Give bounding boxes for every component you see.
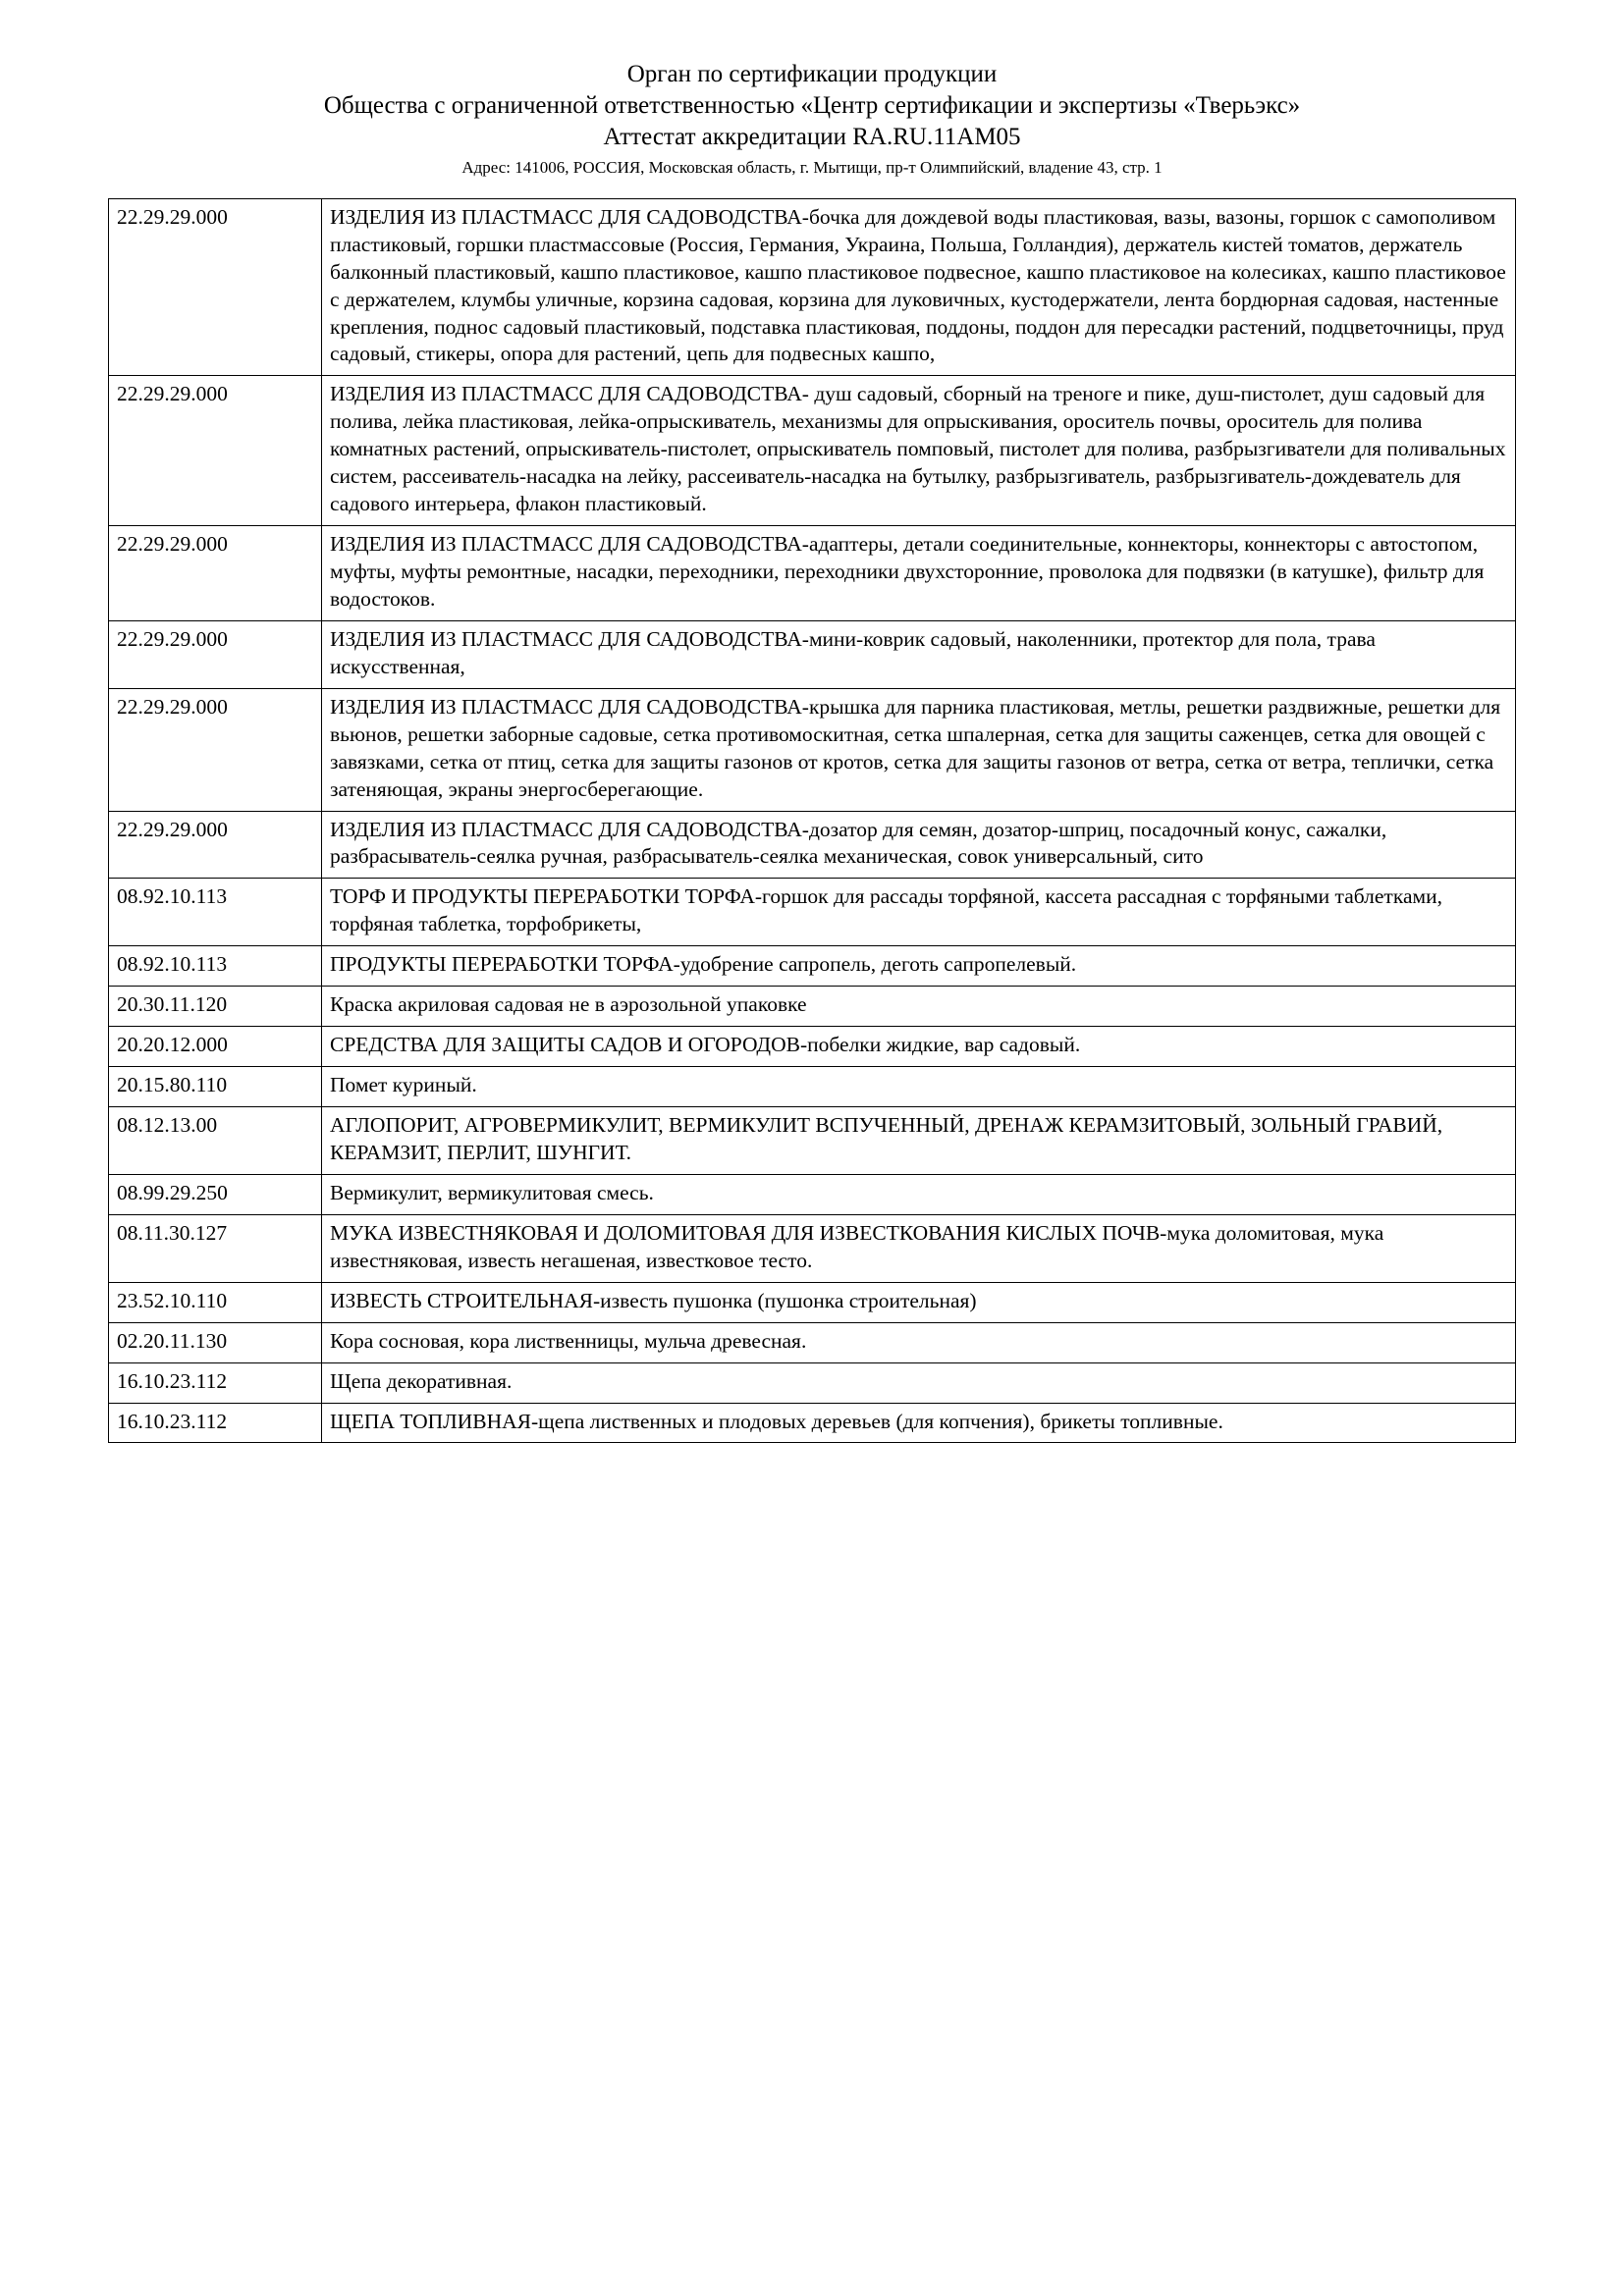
row-description: МУКА ИЗВЕСТНЯКОВАЯ И ДОЛОМИТОВАЯ ДЛЯ ИЗВЕСТКОВАНИЯ КИСЛЫХ ПОЧВ-мука доломитовая, мука известняковая, известь негашеная, известковое тесто.: [322, 1214, 1516, 1282]
row-code: 22.29.29.000: [109, 376, 322, 526]
row-description: ИЗДЕЛИЯ ИЗ ПЛАСТМАСС ДЛЯ САДОВОДСТВА-дозатор для семян, дозатор-шприц, посадочный конус, сажалки, разбрасыватель-сеялка ручная, разбрасыватель-сеялка механическая, совок универсальный, сито: [322, 811, 1516, 879]
table-row: [109, 1403, 1516, 1443]
row-description: ТОРФ И ПРОДУКТЫ ПЕРЕРАБОТКИ ТОРФА-горшок для рассады торфяной, кассета рассадная с торфяными таблетками, торфяная таблетка, торфобрикеты,: [322, 879, 1516, 946]
row-code: 22.29.29.000: [109, 198, 322, 376]
row-code: 16.10.23.112: [109, 1362, 322, 1403]
row-code: 02.20.11.130: [109, 1322, 322, 1362]
table-row: [109, 1027, 1516, 1067]
row-code: 08.12.13.00: [109, 1107, 322, 1175]
table-row: [109, 198, 1516, 376]
row-description: АГЛОПОРИТ, АГРОВЕРМИКУЛИТ, ВЕРМИКУЛИТ ВСПУЧЕННЫЙ, ДРЕНАЖ КЕРАМЗИТОВЫЙ, ЗОЛЬНЫЙ ГРАВИЙ, КЕРАМЗИТ, ПЕРЛИТ, ШУНГИТ.: [322, 1107, 1516, 1175]
row-description: Щепа декоративная.: [322, 1362, 1516, 1403]
table-row: [109, 1322, 1516, 1362]
header-address: Адрес: 141006, РОССИЯ, Московская область, г. Мытищи, пр-т Олимпийский, владение 43, стр. 1: [461, 158, 1163, 177]
header-line-attestat: Аттестат аккредитации RA.RU.11АМ05: [603, 124, 1021, 150]
table-row: [109, 811, 1516, 879]
row-description: ИЗВЕСТЬ СТРОИТЕЛЬНАЯ-известь пушонка (пушонка строительная): [322, 1282, 1516, 1322]
row-description: Вермикулит, вермикулитовая смесь.: [322, 1174, 1516, 1214]
table-row: [109, 1362, 1516, 1403]
row-code: 23.52.10.110: [109, 1282, 322, 1322]
header-line-organ: Орган по сертификации продукции: [626, 61, 998, 87]
table-row: [109, 1214, 1516, 1282]
row-description: ИЗДЕЛИЯ ИЗ ПЛАСТМАСС ДЛЯ САДОВОДСТВА- душ садовый, сборный на треноге и пике, душ-пистолет, душ садовый для полива, лейка пластиковая, лейка-опрыскиватель, механизмы для опрыскивания, ороситель почвы, ороситель для полива комнатных растений, опрыскиватель-пистолет, опрыскиватель помповый, пистолет для полива, разбрызгиватели для поливальных систем, рассеиватель-насадка на лейку, рассеиватель-насадка на бутылку, разбрызгиватель, разбрызгиватель-дождеватель для садового интерьера, флакон пластиковый.: [322, 376, 1516, 526]
row-description: ИЗДЕЛИЯ ИЗ ПЛАСТМАСС ДЛЯ САДОВОДСТВА-мини-коврик садовый, наколенники, протектор для пола, трава искусственная,: [322, 620, 1516, 688]
row-code: 08.11.30.127: [109, 1214, 322, 1282]
row-description: Краска акриловая садовая не в аэрозольной упаковке: [322, 987, 1516, 1027]
row-code: 20.20.12.000: [109, 1027, 322, 1067]
table-row: [109, 1282, 1516, 1322]
row-code: 20.30.11.120: [109, 987, 322, 1027]
table-row: [109, 376, 1516, 526]
row-code: 08.92.10.113: [109, 879, 322, 946]
row-description: Помет куриный.: [322, 1067, 1516, 1107]
table-row: [109, 987, 1516, 1027]
row-description: ИЗДЕЛИЯ ИЗ ПЛАСТМАСС ДЛЯ САДОВОДСТВА-крышка для парника пластиковая, метлы, решетки раздвижные, решетки для вьюнов, решетки заборные садовые, сетка противомоскитная, сетка шпалерная, сетка для защиты саженцев, сетка для овощей с завязками, сетка от птиц, сетка для защиты газонов от кротов, сетка для защиты газонов от ветра, сетка от ветра, теплички, сетка затеняющая, экраны энергосберегающие.: [322, 688, 1516, 811]
table-row: [109, 688, 1516, 811]
row-description: ИЗДЕЛИЯ ИЗ ПЛАСТМАСС ДЛЯ САДОВОДСТВА-бочка для дождевой воды пластиковая, вазы, вазоны, горшок с самополивом пластиковый, горшки пластмассовые (Россия, Германия, Украина, Польша, Голландия), держатель кистей томатов, держатель балконный пластиковый, кашпо пластиковое, кашпо пластиковое подвесное, кашпо пластиковое на колесиках, кашпо пластиковое с держателем, клумбы уличные, корзина садовая, корзина для луковичных, кустодержатели, лента бордюрная садовая, настенные крепления, поднос садовый пластиковый, подставка пластиковая, поддоны, поддон для пересадки растений, подцветочницы, пруд садовый, стикеры, опора для растений, цепь для подвесных кашпо,: [322, 198, 1516, 376]
row-code: 08.99.29.250: [109, 1174, 322, 1214]
row-code: 22.29.29.000: [109, 811, 322, 879]
row-description: ИЗДЕЛИЯ ИЗ ПЛАСТМАСС ДЛЯ САДОВОДСТВА-адаптеры, детали соединительные, коннекторы, коннекторы с автостопом, муфты, муфты ремонтные, насадки, переходники, переходники двухсторонние, проволока для подвязки (в катушке), фильтр для водостоков.: [322, 526, 1516, 621]
row-description: Кора сосновая, кора лиственницы, мульча древесная.: [322, 1322, 1516, 1362]
row-code: 16.10.23.112: [109, 1403, 322, 1443]
products-table: [108, 198, 1516, 1444]
products-table-body: [109, 198, 1516, 1443]
row-description: ПРОДУКТЫ ПЕРЕРАБОТКИ ТОРФА-удобрение сапропель, деготь сапропелевый.: [322, 946, 1516, 987]
row-description: СРЕДСТВА ДЛЯ ЗАЩИТЫ САДОВ И ОГОРОДОВ-побелки жидкие, вар садовый.: [322, 1027, 1516, 1067]
row-code: 22.29.29.000: [109, 620, 322, 688]
row-code: 08.92.10.113: [109, 946, 322, 987]
row-code: 22.29.29.000: [109, 688, 322, 811]
document-header: [108, 59, 1516, 179]
table-row: [109, 1067, 1516, 1107]
table-row: [109, 1107, 1516, 1175]
row-description: ЩЕПА ТОПЛИВНАЯ-щепа лиственных и плодовых деревьев (для копчения), брикеты топливные.: [322, 1403, 1516, 1443]
table-row: [109, 946, 1516, 987]
table-row: [109, 879, 1516, 946]
table-row: [109, 620, 1516, 688]
header-line-company: Общества с ограниченной ответственностью «Центр сертификации и экспертизы «Тверьэкс»: [323, 92, 1301, 119]
row-code: 22.29.29.000: [109, 526, 322, 621]
row-code: 20.15.80.110: [109, 1067, 322, 1107]
table-row: [109, 1174, 1516, 1214]
table-row: [109, 526, 1516, 621]
